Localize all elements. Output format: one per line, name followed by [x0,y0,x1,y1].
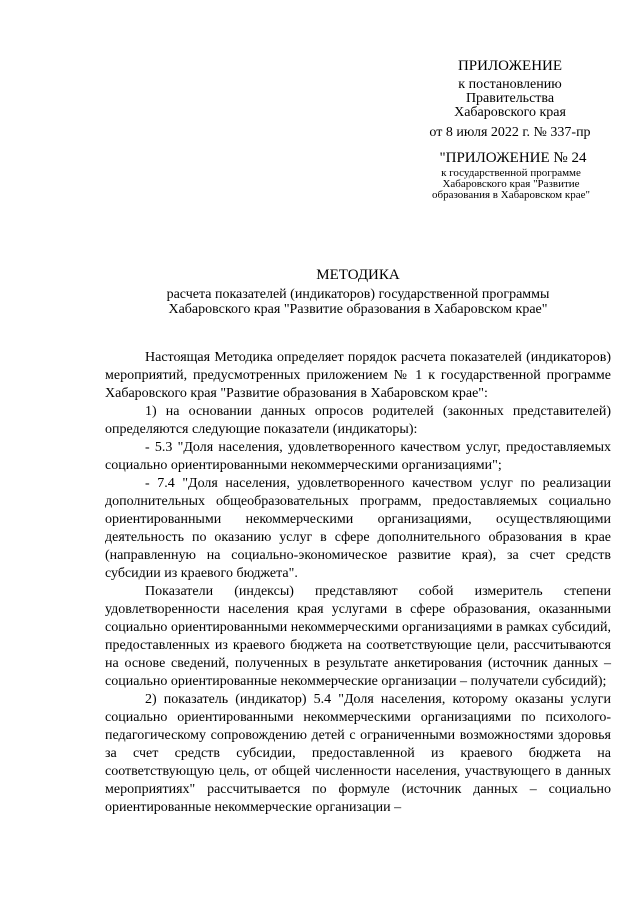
method-subtitle [0,287,640,317]
appendix-24-sub-line-3: образования в Хабаровском крае" [432,189,590,201]
government-label: Правительства [465,91,555,106]
appendix-label: ПРИЛОЖЕНИЕ [457,58,563,74]
region-label: Хабаровского края [454,105,566,120]
body-text [105,349,611,817]
appendix-24-sub-line-2: Хабаровского края "Развитие [442,178,580,190]
appendix-24-label: "ПРИЛОЖЕНИЕ № 24 [439,150,587,166]
paragraph-item-2: 2) показатель (индикатор) 5.4 "Доля населения, которому оказаны услуги социально ориентированными некоммерческими организациями по психолого-педагогическому сопровождению детей с ограниченными возможностями здоровья за счет средств субсидии, предоставленной из краевого бюджета на соответствующую цель, от общей численности населения, участвующего в данных мероприятиях" рассчитывается по формуле (источник данных – социально ориентированные некоммерческие организации – [105,692,611,815]
appendix-24-subtitle [398,168,624,201]
paragraph-indicator-5-3: - 5.3 "Доля населения, удовлетворенного качеством услуг, предоставляемых социально ориентированными некоммерческими организациями"; [105,440,611,473]
paragraph-item-1: 1) на основании данных опросов родителей (законных представителей) определяются следующие показатели (индикаторы): [105,404,611,437]
resolution-date: от 8 июля 2022 г. № 337-пр [429,125,591,140]
appendix-header [400,58,620,120]
paragraph-intro: Настоящая Методика определяет порядок расчета показателей (индикаторов) мероприятий, предусмотренных приложением № 1 к государственной программе Хабаровского края "Развитие образования в Хабаровском крае": [105,350,611,401]
method-heading: МЕТОДИКА [316,267,400,283]
method-subtitle-line-2: Хабаровского края "Развитие образования в Хабаровском крае" [168,302,548,317]
paragraph-indicators-description: Показатели (индексы) представляют собой измеритель степени удовлетворенности населения края услугами в сфере образования, оказанными социально ориентированными некоммерческими организациями в рамках субсидий, предоставленных из краевого бюджета на соответствующие цели, рассчитываются на основе сведений, полученных в результате анкетирования (источник данных – социально ориентированные некоммерческие организации – получатели субсидий); [105,584,611,689]
method-subtitle-line-1: расчета показателей (индикаторов) государственной программы [166,287,550,302]
appendix-24-sub-line-1: к государственной программе [441,167,581,179]
to-resolution: к постановлению [458,77,562,92]
paragraph-indicator-7-4: - 7.4 "Доля населения, удовлетворенного качеством услуг по реализации дополнительных общеобразовательных программ, предоставляемых социально ориентированными некоммерческими организациями, осуществляющими деятельность по оказанию услуг в сфере дополнительного образования в крае (направленную на социально-экономическое развитие края), за счет средств субсидии из краевого бюджета". [105,476,611,581]
